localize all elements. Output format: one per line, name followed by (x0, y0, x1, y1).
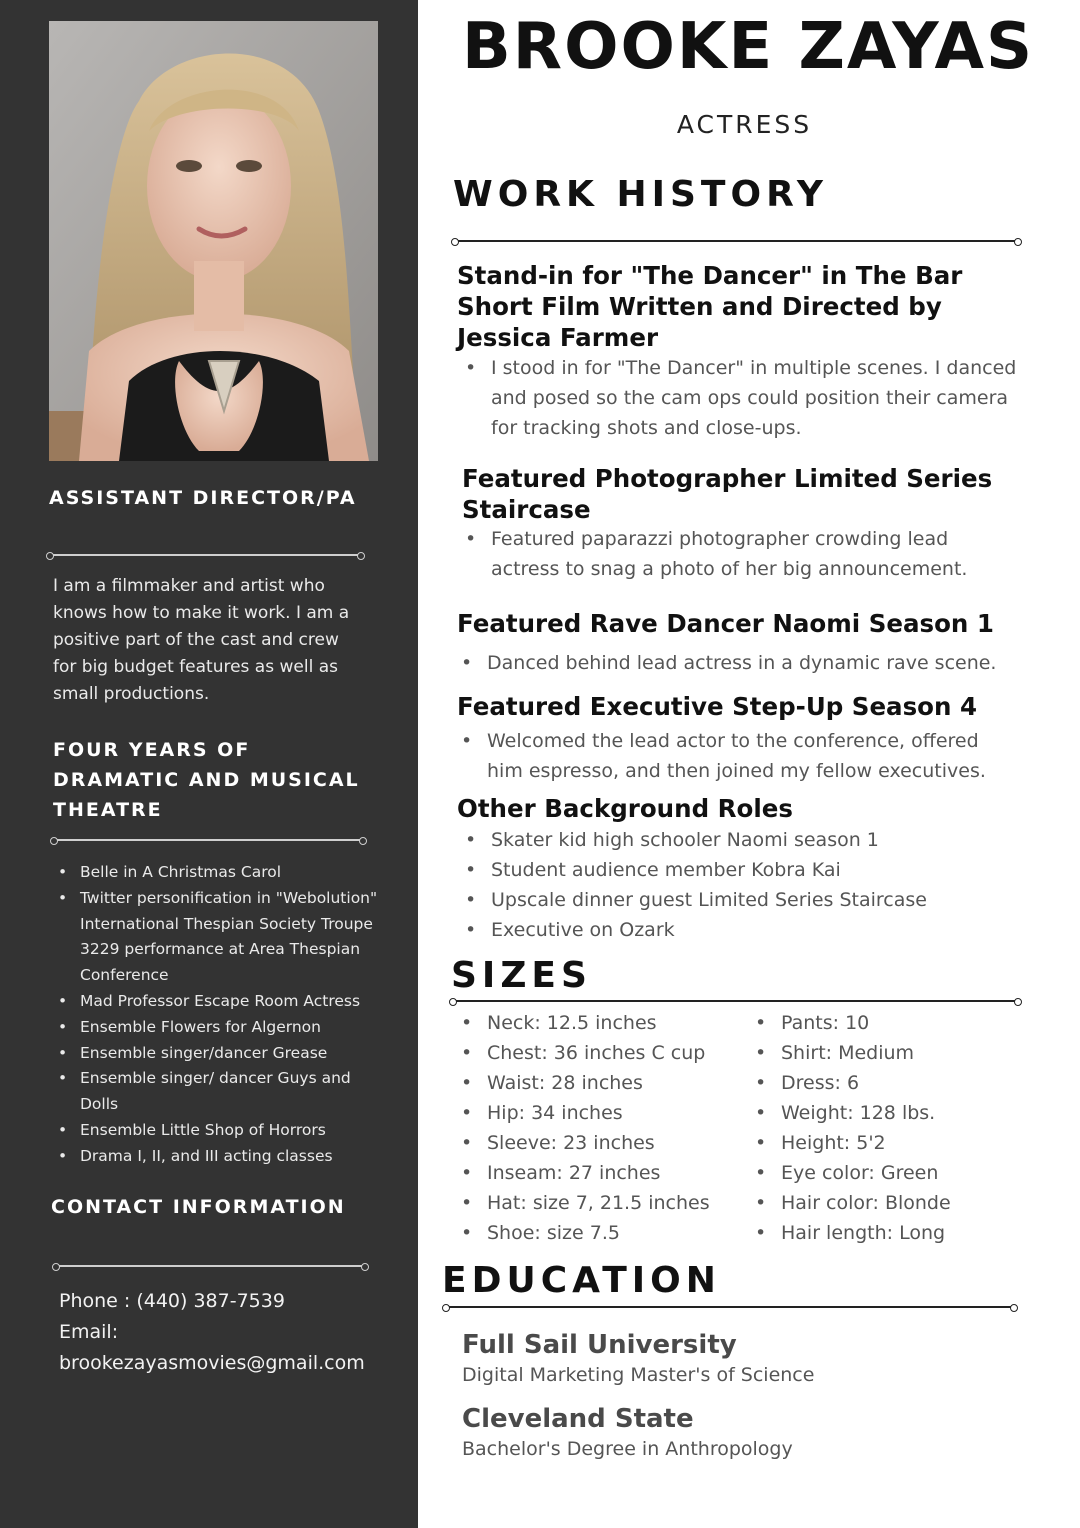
section-divider (445, 1306, 1015, 1308)
profile-photo (49, 21, 378, 461)
list-item: • Upscale dinner guest Limited Series Staircase (457, 885, 1027, 915)
list-item: • Eye color: Green (747, 1158, 1027, 1188)
list-item: • Neck: 12.5 inches (453, 1008, 743, 1038)
list-item: • Welcomed the lead actor to the conference, offered him espresso, and then joined my fellow executives. (453, 726, 1013, 786)
person-name: BROOKE ZAYAS (462, 10, 1035, 84)
list-item: • I stood in for "The Dancer" in multiple scenes. I danced and posed so the cam ops could position their camera for tracking shots and close-ups. (457, 353, 1027, 443)
contact-heading: CONTACT INFORMATION (51, 1196, 346, 1218)
section-divider (452, 1000, 1019, 1002)
list-item: • Sleeve: 23 inches (453, 1128, 743, 1158)
list-item: • Drama I, II, and III acting classes (50, 1144, 380, 1170)
list-item: • Ensemble Flowers for Algernon (50, 1015, 380, 1041)
list-item: • Twitter personification in "Webolution" International Thespian Society Troupe 3229 performance at Area Thespian Conference (50, 886, 380, 989)
work-history-heading: WORK HISTORY (453, 174, 828, 215)
degree-name: Digital Marketing Master's of Science (462, 1364, 815, 1386)
phone-number: Phone : (440) 387-7539 (59, 1290, 285, 1312)
job-title: Other Background Roles (457, 794, 793, 823)
list-item: • Belle in A Christmas Carol (50, 860, 380, 886)
list-item: • Hair length: Long (747, 1218, 1027, 1248)
contact-info (59, 1286, 365, 1379)
sizes-list-left (453, 1008, 743, 1248)
education-heading: EDUCATION (442, 1260, 721, 1301)
list-item: • Chest: 36 inches C cup (453, 1038, 743, 1068)
role-heading: ASSISTANT DIRECTOR/PA (49, 487, 357, 509)
job-bullets (453, 648, 1033, 678)
school-name: Full Sail University (462, 1330, 737, 1360)
list-item: • Executive on Ozark (457, 915, 1027, 945)
list-item: • Waist: 28 inches (453, 1068, 743, 1098)
job-bullets (457, 353, 1027, 443)
list-item: • Skater kid high schooler Naomi season 1 (457, 825, 1027, 855)
job-bullets (457, 825, 1027, 945)
job-title: Stand-in for "The Dancer" in The Bar Short Film Written and Directed by Jessica Farmer (457, 261, 963, 352)
degree-name: Bachelor's Degree in Anthropology (462, 1438, 793, 1460)
list-item: • Hair color: Blonde (747, 1188, 1027, 1218)
theatre-heading: FOUR YEARS OF DRAMATIC AND MUSICAL THEATRE (53, 739, 360, 821)
list-item: • Shoe: size 7.5 (453, 1218, 743, 1248)
section-divider (53, 839, 364, 841)
list-item: • Inseam: 27 inches (453, 1158, 743, 1188)
job-title: Featured Photographer Limited Series Staircase (462, 464, 993, 524)
job-title: Featured Rave Dancer Naomi Season 1 (457, 609, 994, 638)
sizes-list-right (747, 1008, 1027, 1248)
bio-text: I am a filmmaker and artist who knows how to make it work. I am a positive part of the cast and crew for big budget features as well as small productions. (53, 576, 350, 704)
list-item: • Hat: size 7, 21.5 inches (453, 1188, 743, 1218)
sizes-heading: SIZES (451, 955, 592, 996)
list-item: • Weight: 128 lbs. (747, 1098, 1027, 1128)
email-address: brookezayasmovies@gmail.com (59, 1352, 365, 1374)
list-item: • Ensemble singer/ dancer Guys and Dolls (50, 1066, 380, 1118)
list-item: • Dress: 6 (747, 1068, 1027, 1098)
list-item: • Featured paparazzi photographer crowding lead actress to snag a photo of her big announcement. (457, 524, 997, 584)
job-bullets (457, 524, 997, 584)
sidebar (0, 0, 418, 1528)
job-bullets (453, 726, 1013, 786)
school-name: Cleveland State (462, 1404, 694, 1434)
theatre-list (50, 860, 380, 1170)
list-item: • Ensemble Little Shop of Horrors (50, 1118, 380, 1144)
list-item: • Student audience member Kobra Kai (457, 855, 1027, 885)
list-item: • Pants: 10 (747, 1008, 1027, 1038)
job-title: Featured Executive Step-Up Season 4 (457, 692, 978, 721)
list-item: • Ensemble singer/dancer Grease (50, 1041, 380, 1067)
email-label: Email: (59, 1321, 119, 1343)
list-item: • Mad Professor Escape Room Actress (50, 989, 380, 1015)
job-title-role: ACTRESS (676, 110, 813, 139)
section-divider (55, 1265, 366, 1267)
list-item: • Hip: 34 inches (453, 1098, 743, 1128)
section-divider (49, 554, 362, 556)
section-divider (454, 240, 1019, 242)
list-item: • Danced behind lead actress in a dynamic rave scene. (453, 648, 1033, 678)
list-item: • Height: 5'2 (747, 1128, 1027, 1158)
list-item: • Shirt: Medium (747, 1038, 1027, 1068)
